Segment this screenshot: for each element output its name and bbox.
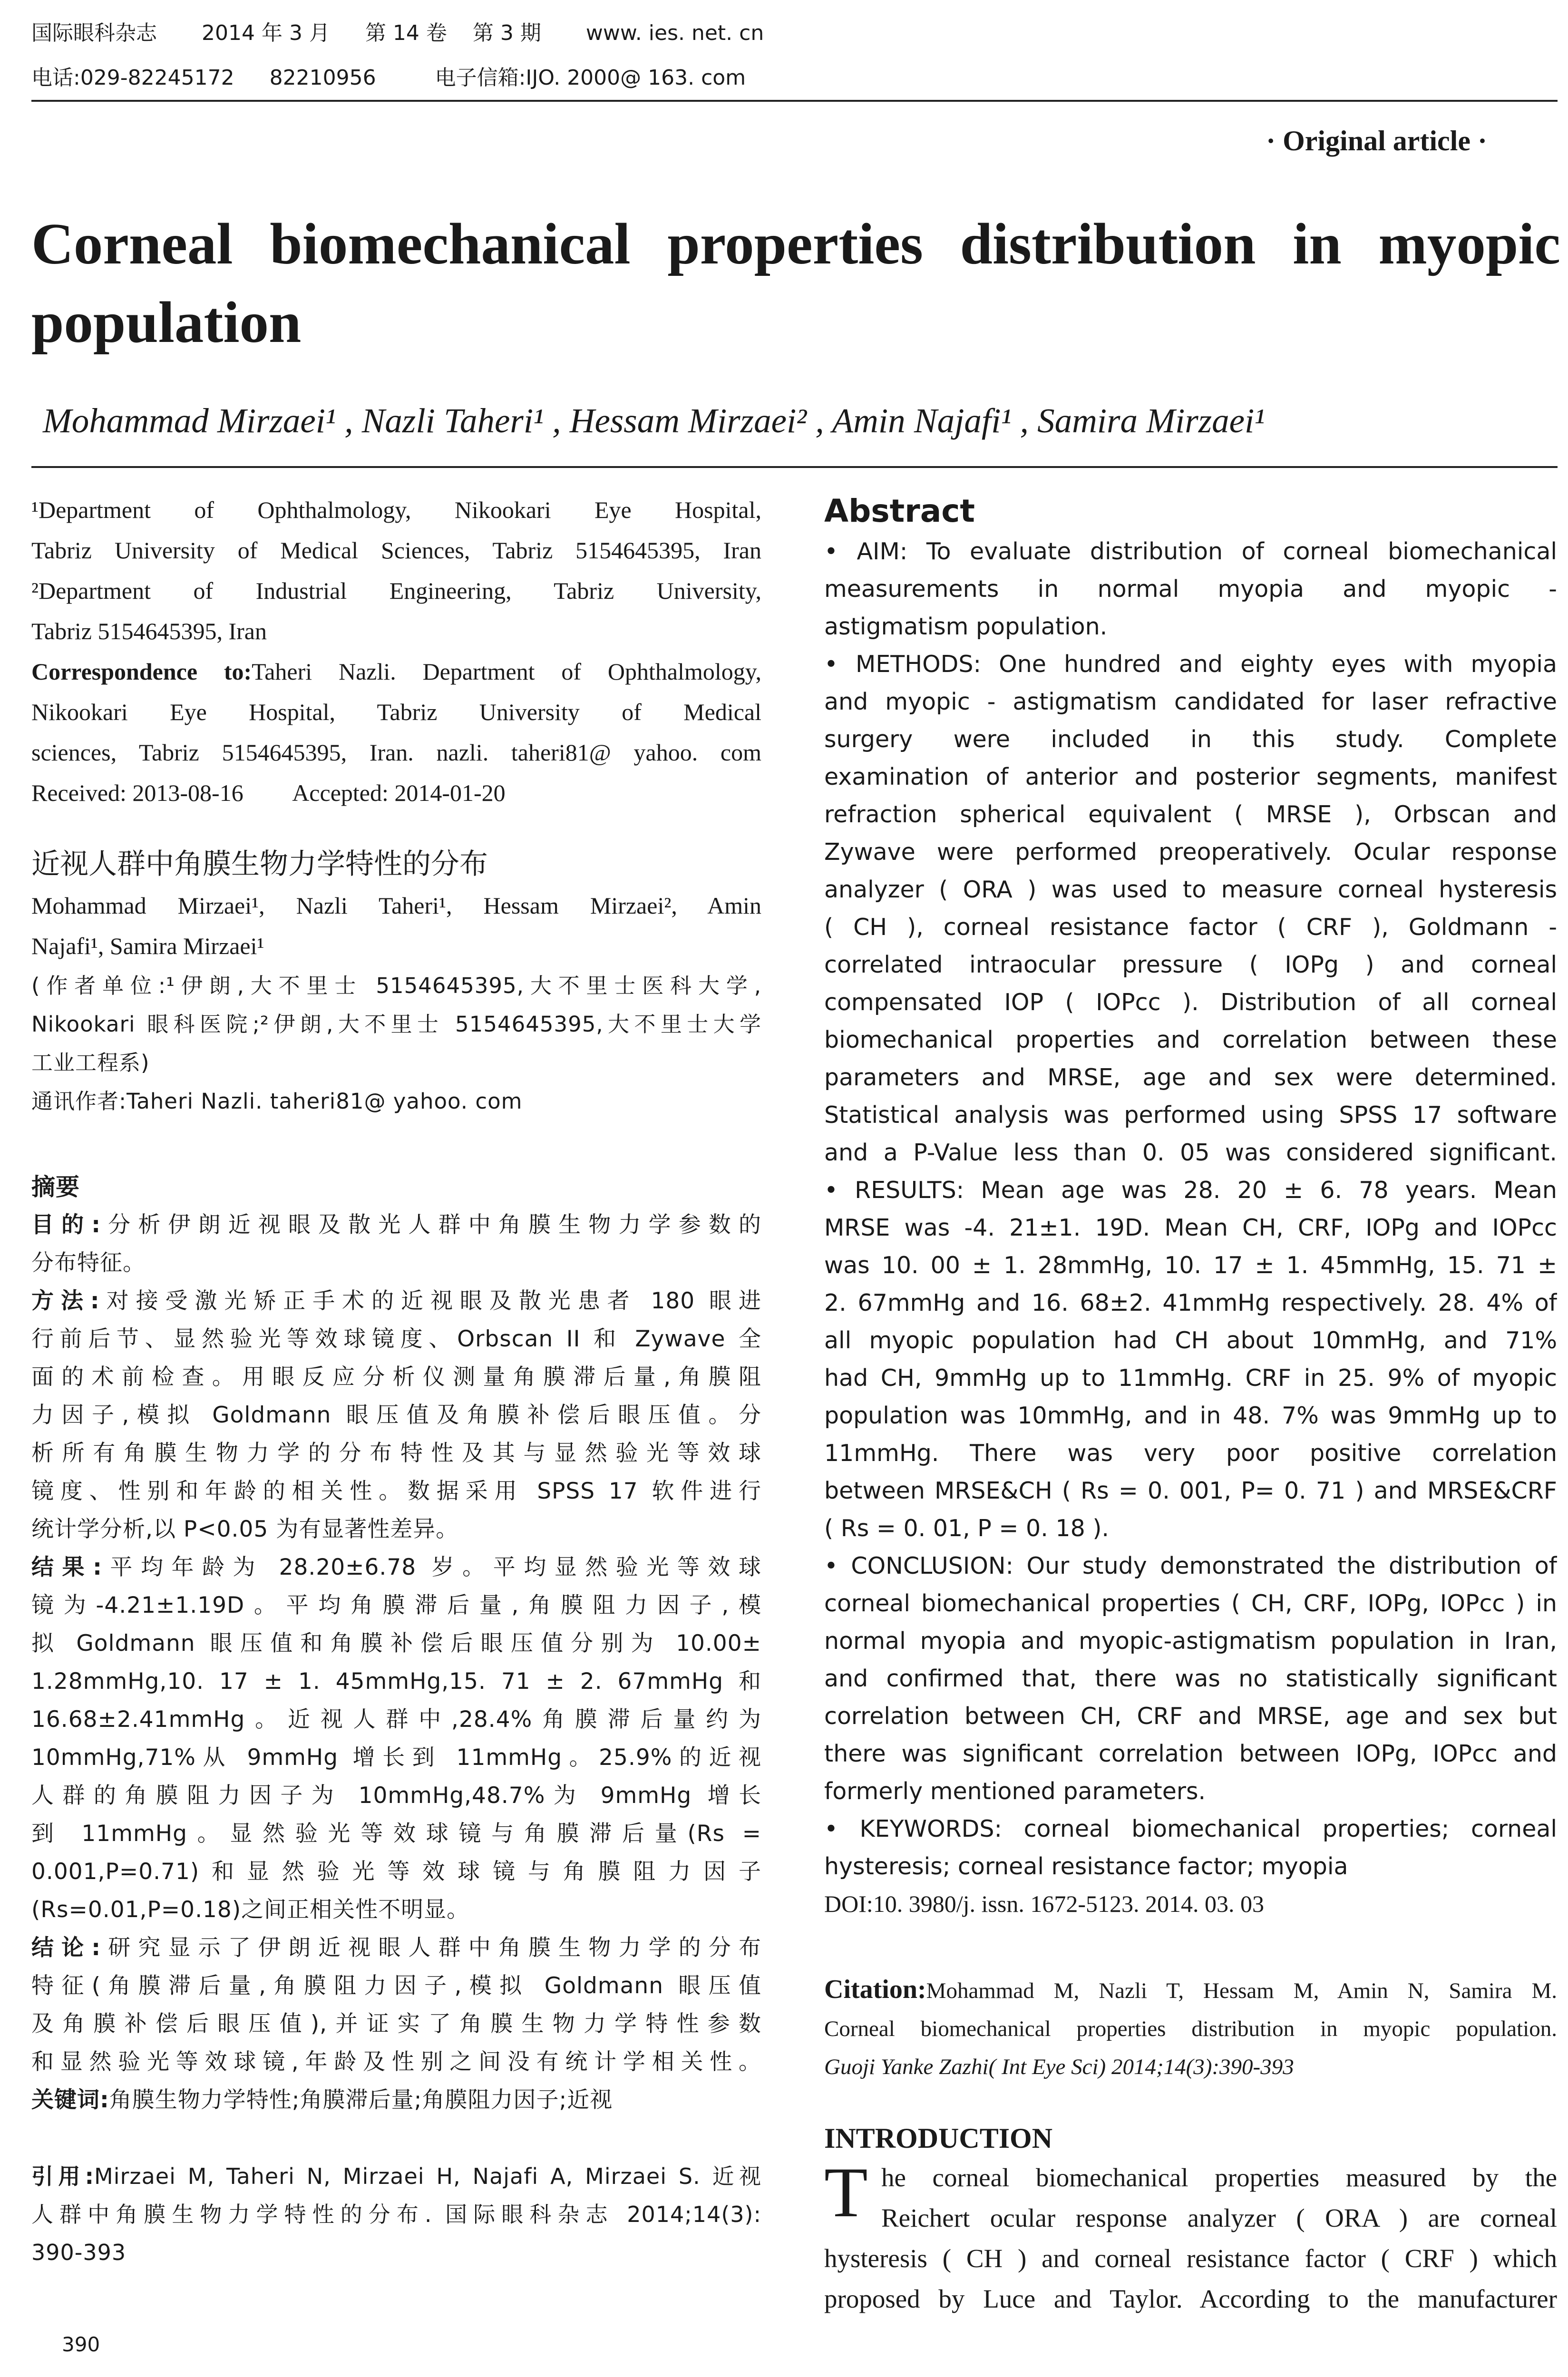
cn-aim-label: 目的: — [31, 1212, 101, 1238]
received-date: Received: 2013-08-16 — [31, 779, 243, 806]
cn-citation-line: Mirzaei M, Taheri N, Mirzaei H, Najafi A, Mirzaei S. 近视 — [94, 2163, 761, 2189]
journal-header-line2 — [31, 64, 746, 92]
dropcap: T — [824, 2153, 868, 2232]
issue-date: 2014 年 3 月 — [202, 21, 330, 45]
abstract-line: corneal biomechanical properties ( CH, CRF, IOPg, IOPcc ) in — [824, 1590, 1557, 1617]
intro-line: proposed by Luce and Taylor. According to the manufacturer — [824, 2284, 1557, 2313]
abstract-line: • KEYWORDS: corneal biomechanical properties; corneal — [824, 1815, 1557, 1842]
intro-line: Reichert ocular response analyzer ( ORA ) are corneal — [881, 2203, 1557, 2232]
abstract-line: refraction spherical equivalent ( MRSE ), Orbscan and — [824, 801, 1557, 828]
affil-line: Tabriz 5154645395, Iran — [31, 618, 267, 644]
affiliations — [31, 490, 761, 652]
abstract-line: • RESULTS: Mean age was 28. 20 ± 6. 78 years. Mean — [824, 1177, 1557, 1204]
intro-heading: INTRODUCTION — [824, 2123, 1053, 2154]
cn-methods-line: 行前后节、显然验光等效球镜度、Orbscan II 和 Zywave 全 — [31, 1326, 761, 1352]
abstract-line: normal myopia and myopic-astigmatism population in Iran, — [824, 1627, 1557, 1655]
cn-methods-line: 面的术前检查。用眼反应分析仪测量角膜滞后量,角膜阻 — [31, 1364, 761, 1390]
email: 电子信箱:IJO. 2000@ 163. com — [435, 66, 746, 90]
citation-line: Mohammad M, Nazli T, Hessam M, Amin N, Samira M. — [926, 1978, 1557, 2003]
affil-line: ¹Department of Ophthalmology, Nikookari Eye Hospital, — [31, 497, 761, 523]
phone2: 82210956 — [269, 66, 376, 90]
abstract-line: analyzer ( ORA ) was used to measure corneal hysteresis — [824, 876, 1557, 903]
left-column — [31, 490, 761, 2271]
correspondence-line: Taheri Nazli. Department of Ophthalmology, — [252, 658, 761, 685]
authors-rule — [31, 466, 1558, 468]
cn-results-line: 0.001,P=0.71)和显然验光等效球镜与角膜阻力因子 — [31, 1859, 761, 1885]
abstract-body — [824, 533, 1557, 1923]
abstract-line: hysteresis; corneal resistance factor; myopia — [824, 1853, 1348, 1880]
abstract-line: and confirmed that, there was no statistically significant — [824, 1665, 1557, 1692]
page-number: 390 — [62, 2333, 100, 2356]
title-line-1: Corneal biomechanical properties distribution in myopic — [31, 211, 1560, 276]
abstract-line: all myopic population had CH about 10mmHg, and 71% — [824, 1327, 1557, 1354]
accepted-date: Accepted: 2014-01-20 — [292, 779, 506, 806]
abstract-line: was 10. 00 ± 1. 28mmHg, 10. 17 ± 1. 45mmHg, 15. 71 ± — [824, 1252, 1557, 1279]
abstract-line: parameters and MRSE, age and sex were determined. — [824, 1064, 1557, 1091]
cn-citation-line: 人群中角膜生物力学特性的分布. 国际眼科杂志 2014;14(3): — [31, 2202, 761, 2227]
cn-methods-line: 镜度、性别和年龄的相关性。数据采用 SPSS 17 软件进行 — [31, 1478, 761, 1504]
cn-citation-line: 390-393 — [31, 2240, 127, 2265]
cn-conclusion-line: 研究显示了伊朗近视眼人群中角膜生物力学的分布 — [101, 1935, 761, 1961]
abstract-line: formerly mentioned parameters. — [824, 1778, 1206, 1805]
abstract-line: • AIM: To evaluate distribution of corneal biomechanical — [824, 538, 1557, 565]
abstract-line: • METHODS: One hundred and eighty eyes with myopia — [824, 651, 1557, 678]
right-column — [824, 490, 1557, 2319]
header-rule — [31, 100, 1558, 102]
authors — [43, 397, 1265, 445]
cn-abstract-heading: 摘要 — [31, 1173, 80, 1201]
cn-conclusion-line: 特征(角膜滞后量,角膜阻力因子,模拟 Goldmann 眼压值 — [31, 1973, 761, 1999]
citation-line: Guoji Yanke Zazhi( Int Eye Sci) 2014;14(3):390-393 — [824, 2055, 1294, 2079]
abstract-line: between MRSE&CH ( Rs = 0. 001, P= 0. 71 ) and MRSE&CRF — [824, 1477, 1557, 1504]
cn-affil-line: (作者单位:¹伊朗,大不里士 5154645395,大不里士医科大学, — [31, 973, 761, 998]
journal-name: 国际眼科杂志 — [31, 21, 157, 45]
abstract-line: compensated IOP ( IOPcc ). Distribution of all corneal — [824, 989, 1557, 1016]
cn-keywords: 角膜生物力学特性;角膜滞后量;角膜阻力因子;近视 — [109, 2087, 613, 2113]
abstract-line: examination of anterior and posterior segments, manifest — [824, 763, 1557, 790]
cn-results-line: (Rs=0.01,P=0.18)之间正相关性不明显。 — [31, 1897, 470, 1923]
cn-keywords-label: 关键词: — [31, 2087, 109, 2113]
abstract-line: and myopic - astigmatism candidated for laser refractive — [824, 688, 1557, 715]
cn-results-line: 人群的角膜阻力因子为 10mmHg,48.7%为 9mmHg 增长 — [31, 1783, 761, 1809]
intro-line: he corneal biomechanical properties measured by the — [881, 2163, 1557, 2192]
cn-results-line: 拟 Goldmann 眼压值和角膜补偿后眼压值分别为 10.00± — [31, 1630, 761, 1656]
cn-results-line: 10mmHg,71%从 9mmHg 增长到 11mmHg。25.9%的近视 — [31, 1744, 761, 1771]
cn-author-line: Mohammad Mirzaei¹, Nazli Taheri¹, Hessam Mirzaei², Amin — [31, 892, 761, 919]
cn-aim-line: 分析伊朗近视眼及散光人群中角膜生物力学参数的 — [101, 1212, 761, 1238]
correspondence-label: Correspondence to: — [31, 658, 252, 685]
abstract-line: biomechanical properties and correlation between these — [824, 1026, 1557, 1053]
dates — [31, 773, 761, 813]
doi: DOI:10. 3980/j. issn. 1672-5123. 2014. 03. 03 — [824, 1890, 1264, 1917]
cn-results-label: 结果: — [31, 1554, 102, 1580]
cn-results-line: 16.68±2.41mmHg。近视人群中,28.4%角膜滞后量约为 — [31, 1706, 761, 1733]
title-line-2: population — [31, 290, 302, 355]
cn-citation-label: 引用: — [31, 2163, 95, 2189]
abstract-line: MRSE was -4. 21±1. 19D. Mean CH, CRF, IOPg and IOPcc — [824, 1214, 1557, 1241]
cn-conclusion-line: 及角膜补偿后眼压值),并证实了角膜生物力学特性参数 — [31, 2011, 761, 2037]
cn-methods-line: 力因子,模拟 Goldmann 眼压值及角膜补偿后眼压值。分 — [31, 1402, 761, 1428]
cn-affil-line: Nikookari 眼科医院;²伊朗,大不里士 5154645395,大不里士大学 — [31, 1012, 761, 1037]
cn-results-line: 1.28mmHg,10. 17 ± 1. 45mmHg,15. 71 ± 2. 67mmHg 和 — [31, 1668, 761, 1695]
journal-header-line1 — [31, 19, 764, 48]
correspondence-line: Nikookari Eye Hospital, Tabriz University of Medical — [31, 699, 761, 725]
citation-line: Corneal biomechanical properties distribution in myopic population. — [824, 2017, 1557, 2041]
cn-citation — [31, 2157, 761, 2271]
abstract-line: 2. 67mmHg and 16. 68±2. 41mmHg respectively. 28. 4% of — [824, 1289, 1557, 1316]
abstract-heading: Abstract — [824, 493, 975, 529]
abstract-line: astigmatism population. — [824, 613, 1108, 640]
abstract-line: had CH, 9mmHg up to 11mmHg. CRF in 25. 9% of myopic — [824, 1364, 1557, 1392]
abstract-line: Zywave were performed preoperatively. Ocular response — [824, 838, 1557, 866]
author-list: Mohammad Mirzaei¹ , Nazli Taheri¹ , Hessam Mirzaei² , Amin Najafi¹ , Samira Mirzaei¹ — [43, 401, 1265, 440]
abstract-line: ( Rs = 0. 01, P = 0. 18 ). — [824, 1515, 1110, 1542]
abstract-line: correlation between CH, CRF and MRSE, age and sex but — [824, 1703, 1557, 1730]
abstract-line: population was 10mmHg, and in 48. 7% was 9mmHg up to — [824, 1402, 1557, 1429]
number: 第 3 期 — [472, 21, 541, 45]
cn-authors — [31, 886, 761, 966]
cn-results-line: 平均年龄为 28.20±6.78 岁。平均显然验光等效球 — [102, 1554, 761, 1580]
cn-affiliations — [31, 966, 761, 1082]
abstract-line: ( CH ), corneal resistance factor ( CRF ), Goldmann - — [824, 914, 1557, 941]
abstract-line: there was significant correlation between IOPg, IOPcc and — [824, 1740, 1557, 1767]
article-type: · Original article · — [1266, 125, 1487, 156]
abstract-line: • CONCLUSION: Our study demonstrated the distribution of — [824, 1552, 1557, 1579]
cn-methods-label: 方法: — [31, 1288, 100, 1314]
cn-methods-line: 析所有角膜生物力学的分布特性及其与显然验光等效球 — [31, 1440, 761, 1466]
cn-methods-line: 对接受激光矫正手术的近视眼及散光患者 180 眼进 — [99, 1288, 761, 1314]
cn-results-line: 镜为-4.21±1.19D。平均角膜滞后量,角膜阻力因子,模 — [31, 1592, 761, 1618]
cn-aim-line: 分布特征。 — [31, 1250, 146, 1276]
citation — [824, 1970, 1557, 2086]
cn-results-line: 到 11mmHg。显然验光等效球镜与角膜滞后量(Rs = — [31, 1821, 761, 1847]
abstract-line: 11mmHg. There was very poor positive correlation — [824, 1440, 1557, 1467]
cn-conclusion-label: 结论: — [31, 1935, 101, 1961]
cn-correspondence: 通讯作者:Taheri Nazli. taheri81@ yahoo. com — [31, 1089, 523, 1114]
cn-author-line: Najafi¹, Samira Mirzaei¹ — [31, 933, 264, 959]
affil-line: ²Department of Industrial Engineering, Tabriz University, — [31, 577, 761, 604]
cn-abstract — [31, 1168, 761, 2119]
volume: 第 14 卷 — [365, 21, 447, 45]
abstract-line: and a P-Value less than 0. 05 was considered significant. — [824, 1139, 1557, 1166]
abstract-line: correlated intraocular pressure ( IOPg ) and corneal — [824, 951, 1557, 978]
affil-line: Tabriz University of Medical Sciences, Tabriz 5154645395, Iran — [31, 537, 761, 564]
correspondence — [31, 652, 761, 773]
intro-line: hysteresis ( CH ) and corneal resistance factor ( CRF ) which — [824, 2244, 1557, 2273]
website: www. ies. net. cn — [585, 21, 764, 45]
abstract-line: measurements in normal myopia and myopic - — [824, 575, 1557, 603]
abstract-line: Statistical analysis was performed using SPSS 17 software — [824, 1101, 1557, 1129]
abstract-line: surgery were included in this study. Complete — [824, 726, 1557, 753]
intro-body — [824, 2153, 1557, 2319]
citation-label: Citation: — [824, 1975, 926, 2004]
cn-methods-line: 统计学分析,以 P<0.05 为有显著性差异。 — [31, 1516, 459, 1542]
cn-title: 近视人群中角膜生物力学特性的分布 — [31, 848, 488, 881]
phone: 电话:029-82245172 — [31, 66, 234, 90]
cn-affil-line: 工业工程系) — [31, 1050, 150, 1075]
article-title — [31, 205, 1560, 361]
correspondence-line: sciences, Tabriz 5154645395, Iran. nazli. taheri81@ yahoo. com — [31, 739, 761, 766]
cn-conclusion-line: 和显然验光等效球镜,年龄及性别之间没有统计学相关性。 — [31, 2049, 761, 2075]
